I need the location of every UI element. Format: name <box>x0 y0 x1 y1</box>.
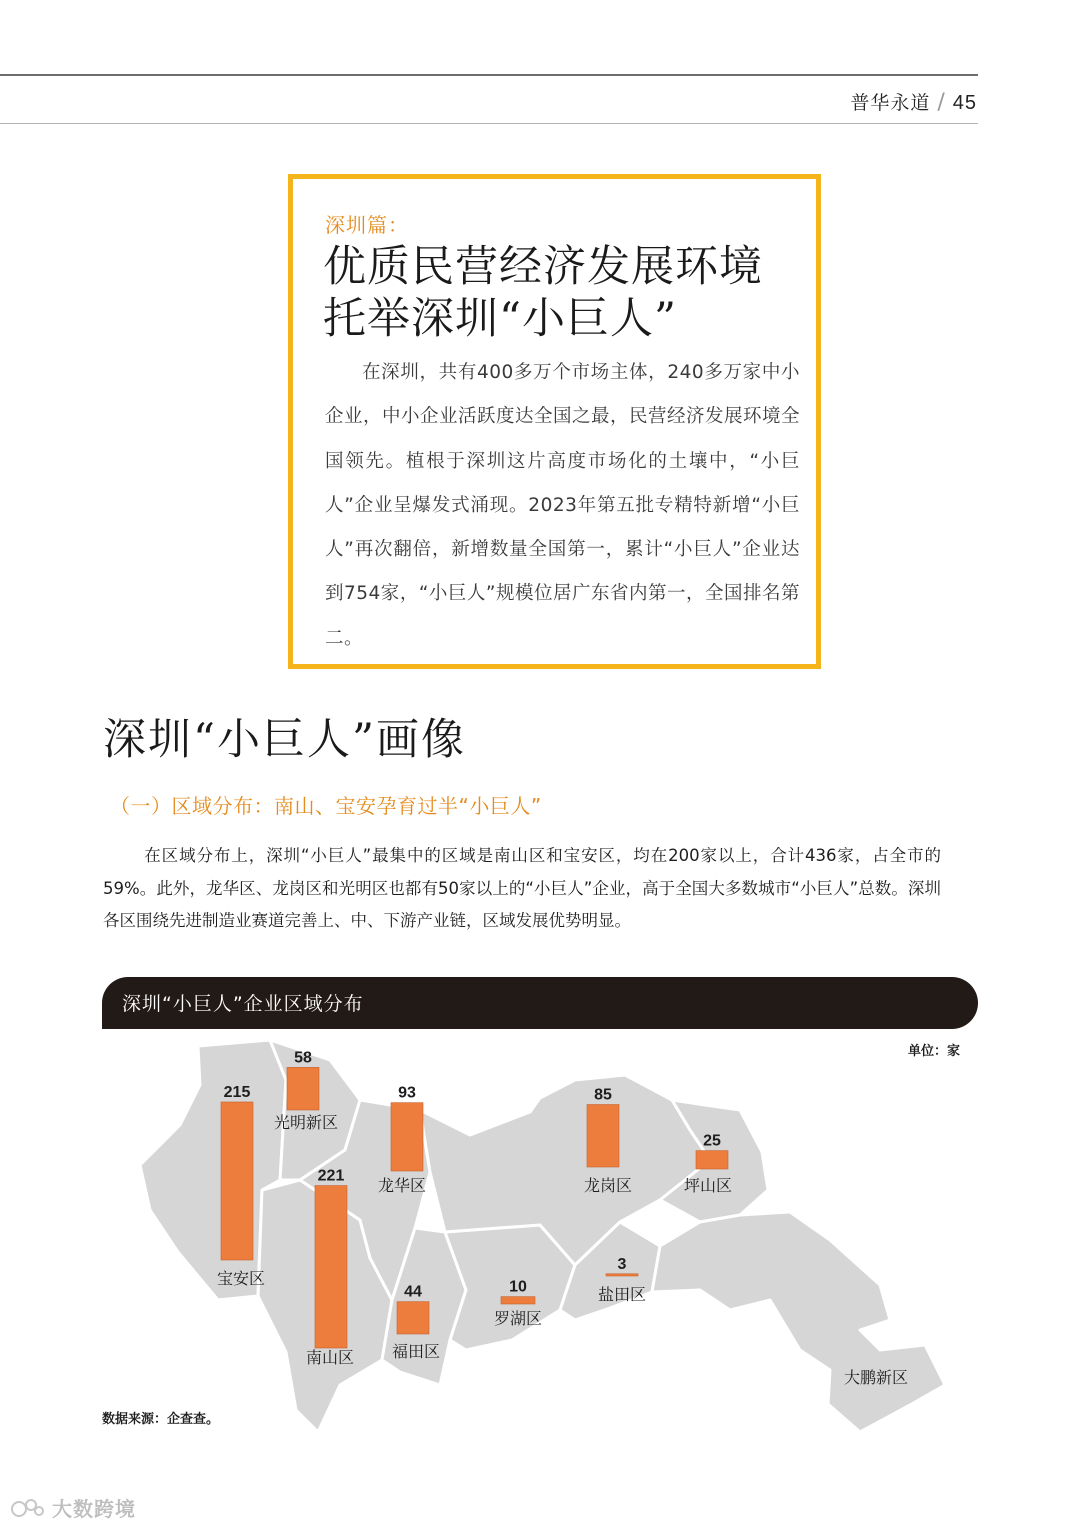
feature-headline-line: 托举深圳“小巨人” <box>323 294 677 344</box>
map-region-dapeng <box>652 1212 945 1432</box>
district-label: 南山区 <box>305 1348 355 1367</box>
district-label: 龙岗区 <box>583 1176 633 1195</box>
bar-0 <box>221 1102 253 1260</box>
bar-value-label: 85 <box>594 1086 612 1104</box>
section-title: 深圳“小巨人”画像 <box>103 715 466 765</box>
bar-1 <box>287 1067 319 1110</box>
header-brand: 普华永道 <box>850 92 931 114</box>
feature-intro: 在深圳，共有400多万个市场主体，240多万家中小企业，中小企业活跃度达全国之最，民营经济发展环境全国领先。植根于深圳这片高度市场化的土壤中，“小巨人”企业呈爆发式涌现。2023年第五批专精特新增“小巨人”再次翻倍，新增数量全国第一，累计“小巨人”企业达到754家，“小巨人”规模位居广东省内第一，全国排名第二。 <box>325 362 801 649</box>
watermark <box>10 1493 136 1522</box>
district-label: 光明新区 <box>273 1113 339 1132</box>
bar-value-label: 3 <box>617 1255 627 1273</box>
bar-value-label: 93 <box>398 1084 416 1102</box>
bar-3 <box>391 1103 423 1171</box>
chart-title: 深圳“小巨人”企业区域分布 <box>122 993 364 1015</box>
watermark-text: 大数跨境 <box>52 1497 136 1521</box>
bar-value-label: 10 <box>509 1278 527 1296</box>
district-label: 大鹏新区 <box>843 1368 909 1387</box>
bar-value-label: 44 <box>404 1283 422 1301</box>
chart-title-band <box>102 977 978 1029</box>
section-paragraph: 在区域分布上，深圳“小巨人”最集中的区域是南山区和宝安区，均在200家以上，合计436家，占全市的59%。此外，龙华区、龙岗区和光明区也都有50家以上的“小巨人”企业，高于全国大多数城市“小巨人”总数。深圳各区围绕先进制造业赛道完善上、中、下游产业链，区域发展优势明显。 <box>103 846 941 930</box>
bar-2 <box>315 1186 347 1348</box>
district-label: 罗湖区 <box>493 1309 543 1328</box>
district-label: 龙华区 <box>377 1176 427 1195</box>
bar-4 <box>397 1302 429 1334</box>
page-number: 45 <box>952 92 977 114</box>
district-label: 福田区 <box>391 1342 441 1361</box>
bar-5 <box>501 1297 535 1304</box>
district-label: 坪山区 <box>683 1176 733 1195</box>
bar-6 <box>587 1105 619 1167</box>
header-separator: / <box>937 90 946 115</box>
feature-headline-line: 优质民营经济发展环境 <box>323 242 763 292</box>
feature-kicker: 深圳篇： <box>325 213 409 237</box>
bar-value-label: 215 <box>223 1083 251 1101</box>
section-subtitle: （一）区域分布：南山、宝安孕育过半“小巨人” <box>110 794 542 818</box>
bar-value-label: 58 <box>294 1049 312 1067</box>
chart-unit: 单位：家 <box>907 1044 960 1059</box>
district-label: 盐田区 <box>597 1285 647 1304</box>
bar-8 <box>696 1151 728 1169</box>
district-label: 宝安区 <box>216 1269 266 1288</box>
bar-value-label: 25 <box>703 1132 721 1150</box>
watermark-logo-icon <box>10 1496 46 1520</box>
chart-source: 数据来源：企查查。 <box>102 1412 220 1427</box>
bar-value-label: 221 <box>317 1167 345 1185</box>
shenzhen-map <box>140 1040 945 1432</box>
bar-7 <box>606 1274 638 1276</box>
